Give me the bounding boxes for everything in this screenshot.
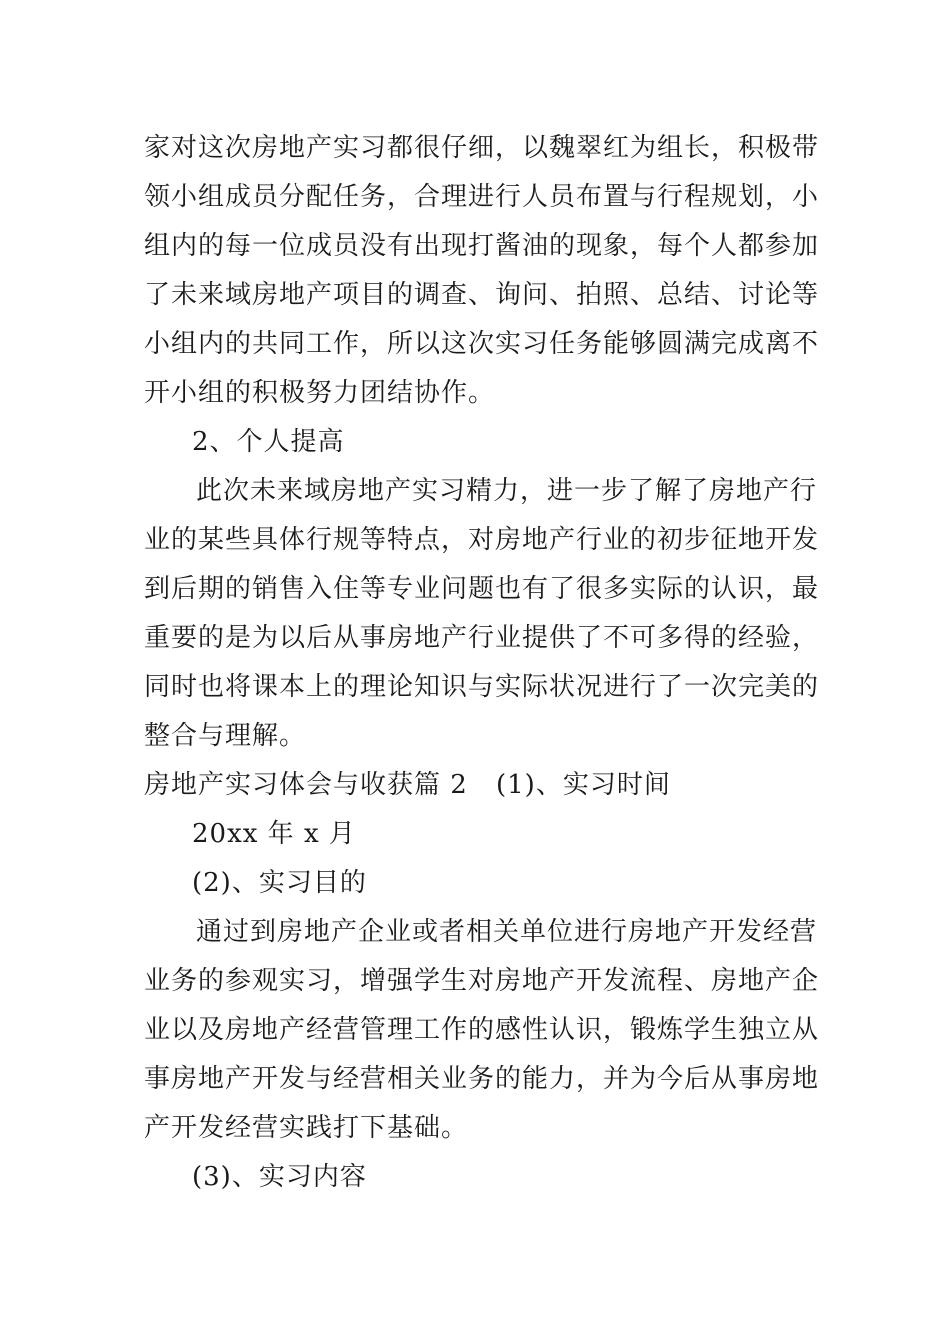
document-body	[144, 124, 820, 1202]
paragraph-line: 整合与理解。	[144, 721, 307, 751]
paragraph-line: 了未来域房地产项目的调查、询问、拍照、总结、讨论等	[144, 280, 820, 310]
paragraph-line: 家对这次房地产实习都很仔细，以魏翠红为组长，积极带	[144, 133, 820, 163]
section-title: 房地产实习体会与收获篇 2	[144, 770, 468, 800]
paragraph-line: 开小组的积极努力团结协作。	[144, 378, 496, 408]
paragraph-line: 业的某些具体行规等特点，对房地产行业的初步征地开发	[144, 525, 820, 555]
section-title-line	[144, 761, 806, 810]
paragraph-line: 组内的每一位成员没有出现打酱油的现象，每个人都参加	[144, 231, 820, 261]
item-heading-content: (3)、实习内容	[192, 1162, 367, 1192]
paragraph-line: 到后期的销售入住等专业问题也有了很多实际的认识，最	[144, 574, 820, 604]
paragraph-line: 此次未来域房地产实习精力，进一步了解了房地产行	[196, 476, 818, 506]
paragraph-line: 重要的是为以后从事房地产行业提供了不可多得的经验，	[144, 623, 820, 653]
paragraph-line: 事房地产开发与经营相关业务的能力，并为今后从事房地	[144, 1064, 820, 1094]
paragraph-line: 通过到房地产企业或者相关单位进行房地产开发经营	[196, 917, 818, 947]
paragraph-line: 领小组成员分配任务，合理进行人员布置与行程规划，小	[144, 182, 820, 212]
paragraph-line: 产开发经营实践打下基础。	[144, 1113, 469, 1143]
paragraph-line: 业务的参观实习，增强学生对房地产开发流程、房地产企	[144, 966, 820, 996]
item-value-time: 20xx 年 x 月	[192, 819, 356, 849]
item-heading-time: (1)、实习时间	[496, 770, 671, 800]
subheading-personal: 2、个人提高	[192, 427, 345, 457]
paragraph-line: 同时也将课本上的理论知识与实际状况进行了一次完美的	[144, 672, 820, 702]
paragraph-line: 业以及房地产经营管理工作的感性认识，锻炼学生独立从	[144, 1015, 820, 1045]
paragraph-line: 小组内的共同工作，所以这次实习任务能够圆满完成离不	[144, 329, 820, 359]
item-heading-purpose: (2)、实习目的	[192, 868, 367, 898]
